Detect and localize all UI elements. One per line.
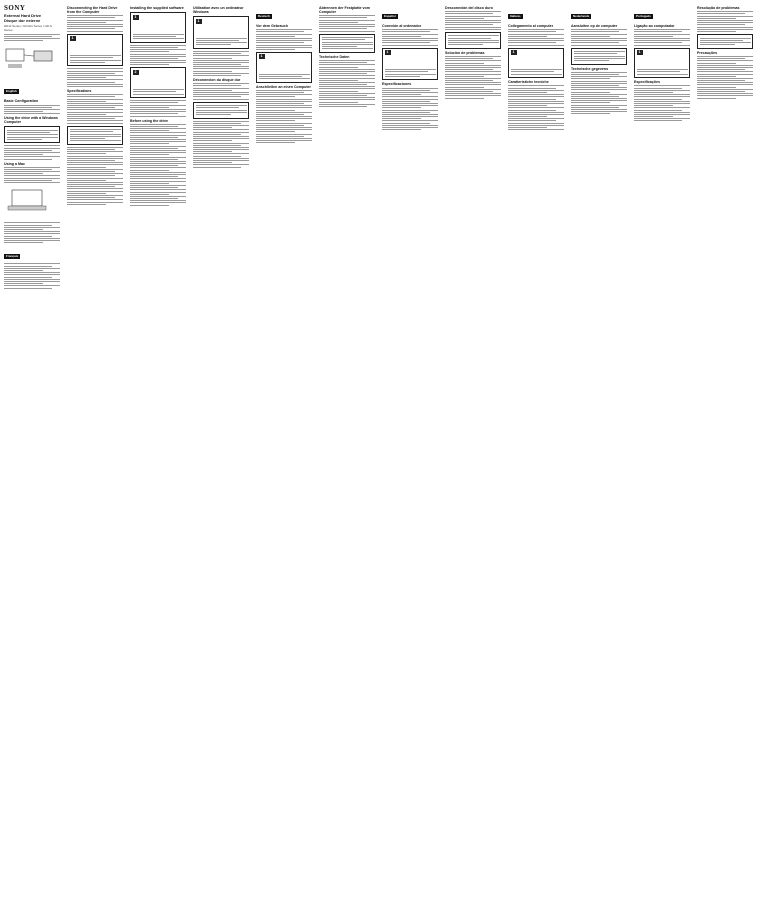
section-heading: Solución de problemas <box>445 50 485 55</box>
note-box <box>193 102 249 119</box>
column-12 <box>697 4 753 892</box>
sony-logo: SONY <box>4 4 26 12</box>
section-heading: Especificações <box>634 80 660 85</box>
section-heading: Installing the supplied software <box>130 6 184 10</box>
step-box: 1 <box>508 48 564 79</box>
column-11 <box>634 4 690 892</box>
model-codes: HD-E Series / HD-EG Series / HD-S Series <box>4 24 53 32</box>
text-lines <box>4 34 60 42</box>
section-heading: Using the drive with a Windows Computer <box>4 116 58 125</box>
language-label-english: English <box>6 89 17 94</box>
note-box <box>697 34 753 49</box>
language-label-spanish: Español <box>384 14 396 18</box>
section-heading: Ligação ao computador <box>634 24 675 28</box>
section-heading: Before using the drive <box>130 118 168 123</box>
section-heading: Resolução de problemas <box>697 6 740 10</box>
step-box: 1 <box>382 48 438 81</box>
step-box: 1 <box>130 12 186 43</box>
section-heading: Anschließen an einen Computer <box>256 84 311 89</box>
note-box <box>319 34 375 53</box>
language-label-german: Deutsch <box>258 14 270 18</box>
section-heading: Vor dem Gebrauch <box>256 24 288 28</box>
product-title-fr: Disque dur externe <box>4 17 41 23</box>
language-label-italian: Italiano <box>510 14 521 18</box>
column-1 <box>4 4 60 892</box>
column-5 <box>256 4 312 892</box>
section-heading: Specifications <box>67 88 92 93</box>
column-8 <box>445 4 501 892</box>
column-9 <box>508 4 564 892</box>
manual-sheet <box>4 4 764 894</box>
section-heading: Déconnexion du disque dur <box>193 78 241 82</box>
column-10 <box>571 4 627 892</box>
column-4 <box>193 4 249 892</box>
column-2 <box>67 4 123 892</box>
section-heading: Using a Mac <box>4 161 25 166</box>
note-box <box>67 126 123 145</box>
product-title <box>4 14 60 23</box>
section-heading: Desconexión del disco duro <box>445 6 493 10</box>
note-box <box>4 126 60 143</box>
step-box: 1 <box>634 48 690 79</box>
section-heading: Technische Daten <box>319 54 350 59</box>
column-6 <box>319 4 375 892</box>
section-heading: Abtrennen der Festplatte vom Computer <box>319 6 370 14</box>
column-3 <box>130 4 186 892</box>
laptop-illustration <box>4 187 56 213</box>
connection-diagram <box>4 45 56 71</box>
section-heading: Caratteristiche tecniche <box>508 80 549 85</box>
section-heading: Technische gegevens <box>571 66 609 71</box>
section-heading: Basic Configuration <box>4 99 39 104</box>
section-heading: Collegamento al computer <box>508 24 554 28</box>
section-heading: Disconnecting the Hard Drive from the Computer <box>67 6 118 14</box>
section-heading: Precauções <box>697 50 718 55</box>
note-box <box>445 32 501 49</box>
section-heading: Especificaciones <box>382 82 412 87</box>
section-heading: Aansluiten op de computer <box>571 24 618 28</box>
note-box <box>571 48 627 65</box>
column-7 <box>382 4 438 892</box>
step-box: 1 <box>256 52 312 83</box>
language-label-portuguese: Português <box>636 14 651 18</box>
product-title-en: External Hard Drive <box>4 13 42 18</box>
step-box: 1 <box>193 16 249 49</box>
section-heading: Utilisation avec un ordinateur Windows <box>193 6 244 14</box>
section-heading: Conexión al ordenador <box>382 24 422 28</box>
language-label-french: Français <box>6 254 19 259</box>
language-label-dutch: Nederlands <box>573 14 590 18</box>
step-box: 1 <box>67 34 123 67</box>
step-box: 2 <box>130 67 186 98</box>
